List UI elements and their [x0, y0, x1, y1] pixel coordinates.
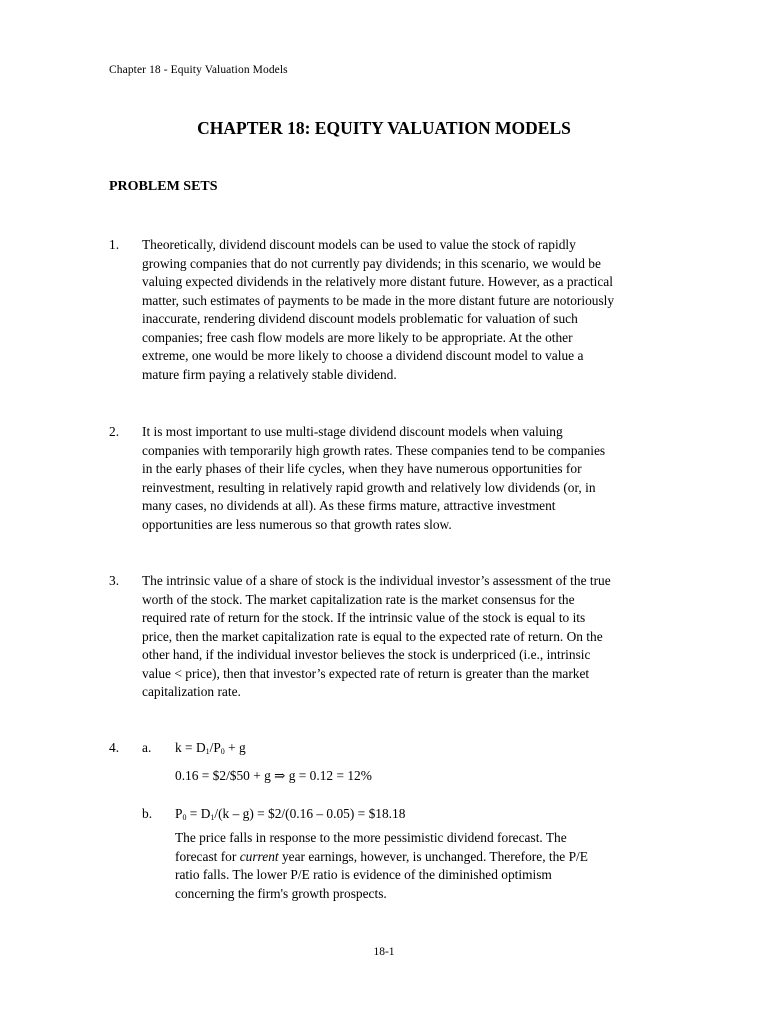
formula-line: $P_0 = D_1/(k - g)$ = $2/(0.16 – 0.05) = $18.18: [175, 806, 406, 822]
problem-number: 3.: [109, 573, 120, 588]
problem-number: 1.: [109, 237, 120, 252]
text-line: Theoretically, dividend discount models can be used to value the stock of rapidly: [142, 237, 576, 252]
text-line: worth of the stock. The market capitalization rate is the market consensus for the: [142, 591, 575, 607]
text-line: required rate of return for the stock. If the intrinsic value of the stock is equal to its: [142, 610, 586, 625]
problem-text: [142, 572, 682, 702]
text-line: ratio falls. The lower P/E ratio is evidence of the diminished optimism: [175, 867, 552, 882]
formula-line: $k = D_1/P_0 + g$: [175, 740, 246, 756]
text-line: concerning the firm's growth prospects.: [175, 885, 387, 901]
text-line: other hand, if the individual investor believes the stock is underpriced (i.e., intrinsic: [142, 647, 591, 662]
page-number: 18-1: [373, 946, 395, 958]
text-line: value < price), then that investor’s expected rate of return is greater than the market: [142, 665, 590, 681]
problem-item: [109, 739, 679, 919]
text-line: extreme, one would be more likely to choose a dividend discount model to value a: [142, 348, 584, 363]
problem-number: 4.: [109, 740, 120, 755]
sub-label-b: b.: [142, 806, 153, 821]
formula-line: 0.16 = $2/$50 + g ⇒ g = 0.12 = 12%: [175, 768, 372, 783]
text-line: The price falls in response to the more pessimistic dividend forecast. The: [175, 830, 567, 845]
text-line: It is most important to use multi-stage dividend discount models when valuing: [142, 424, 563, 439]
text-line: opportunities are less numerous so that growth rates slow.: [142, 516, 452, 532]
text-line: reinvestment, resulting in relatively rapid growth and relatively low dividends (or, in: [142, 479, 596, 495]
text-line: valuing expected dividends in the relatively more distant future. However, as a practical: [142, 274, 613, 289]
text-line: in the early phases of their life cycles, when they have numerous opportunities for: [142, 461, 582, 476]
text-line: matter, such estimates of payments to be made in the more distant future are notoriously: [142, 292, 615, 308]
text-line: companies with temporarily high growth rates. These companies tend to be companies: [142, 442, 606, 458]
chapter-title: CHAPTER 18: EQUITY VALUATION MODELS: [197, 118, 571, 138]
text-line: price, then the market capitalization rate is equal to the expected rate of return. On the: [142, 628, 603, 644]
text-line: capitalization rate.: [142, 684, 241, 699]
text-line: companies; free cash flow models are more likely to be appropriate. At the other: [142, 329, 573, 345]
text-line: mature firm paying a relatively stable dividend.: [142, 366, 397, 382]
text-line: inaccurate, rendering dividend discount models problematic for valuation of such: [142, 311, 578, 326]
text-line: many cases, no dividends at all). As these firms mature, attractive investment: [142, 498, 556, 513]
text-line: growing companies that do not currently pay dividends; in this scenario, we would be: [142, 255, 601, 271]
problem-text: [142, 236, 682, 384]
problem-text: [142, 423, 682, 534]
text-line: The intrinsic value of a share of stock is the individual investor’s assessment of the true: [142, 573, 611, 588]
running-header: Chapter 18 - Equity Valuation Models: [109, 64, 288, 76]
explanation-text: [175, 829, 675, 903]
problem-number: 2.: [109, 424, 120, 439]
section-title: PROBLEM SETS: [109, 179, 218, 194]
sub-label-a: a.: [142, 740, 152, 755]
text-line: forecast for current year earnings, however, is unchanged. Therefore, the P/E: [175, 848, 588, 864]
